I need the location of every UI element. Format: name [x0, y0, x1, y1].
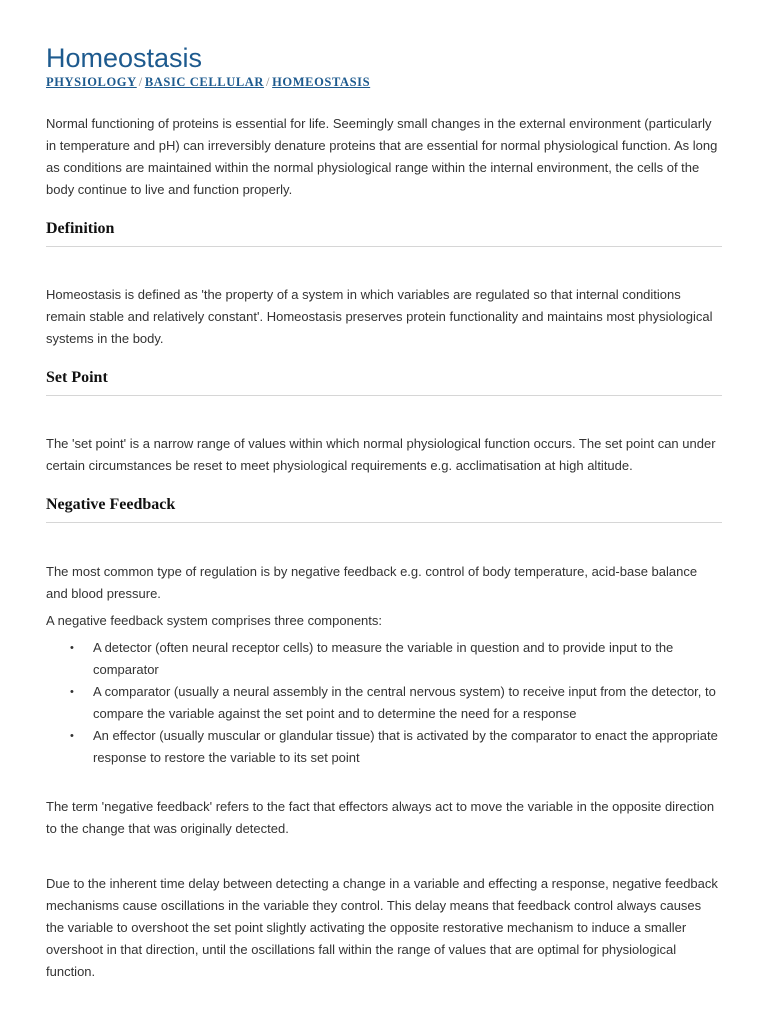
definition-paragraph: Homeostasis is defined as 'the property of a system in which variables are regulated so that internal conditions remain stable and relatively constant'. Homeostasis preserves protein functionality and maintains most physiological systems in the body.	[46, 287, 713, 346]
breadcrumb-link-basic-cellular[interactable]: BASIC CELLULAR	[144, 75, 265, 89]
list-item	[70, 637, 722, 681]
breadcrumb-separator: /	[266, 75, 271, 89]
list-item	[70, 725, 722, 769]
page-title: Homeostasis	[46, 43, 203, 73]
breadcrumb	[46, 74, 370, 90]
negative-feedback-paragraph-3: The term 'negative feedback' refers to the fact that effectors always act to move the variable in the opposite direction to the change that was originally detected.	[46, 799, 715, 836]
bullet-icon: •	[70, 686, 74, 698]
set-point-paragraph: The 'set point' is a narrow range of values within which normal physiological function occurs. The set point can under certain circumstances be reset to meet physiological requirements e.g. acclimatisation at high altitude.	[46, 436, 716, 473]
section-heading-negative-feedback: Negative Feedback	[46, 494, 722, 523]
section-heading-set-point: Set Point	[46, 367, 722, 396]
list-item-text: A detector (often neural receptor cells) to measure the variable in question and to provide input to the comparator	[93, 640, 674, 677]
list-item-text: An effector (usually muscular or glandular tissue) that is activated by the comparator to enact the appropriate response to restore the variable to its set point	[93, 728, 718, 765]
breadcrumb-separator: /	[138, 75, 143, 89]
breadcrumb-link-physiology[interactable]: PHYSIOLOGY	[46, 75, 137, 89]
negative-feedback-paragraph-1: The most common type of regulation is by negative feedback e.g. control of body temperature, acid-base balance and blood pressure.	[46, 564, 698, 601]
breadcrumb-link-homeostasis[interactable]: HOMEOSTASIS	[272, 75, 371, 89]
bullet-icon: •	[70, 730, 74, 742]
bullet-icon: •	[70, 642, 74, 654]
negative-feedback-paragraph-2: A negative feedback system comprises three components:	[46, 613, 383, 628]
list-item-text: A comparator (usually a neural assembly in the central nervous system) to receive input from the detector, to compare the variable against the set point and to determine the need for a response	[93, 684, 716, 721]
section-heading-definition: Definition	[46, 218, 722, 247]
list-item	[70, 681, 722, 725]
negative-feedback-paragraph-4: Due to the inherent time delay between detecting a change in a variable and effecting a response, negative feedback mechanisms cause oscillations in the variable they control. This delay means that feedback control always causes the variable to overshoot the set point slightly activating the opposite restorative mechanism to induce a smaller overshoot in that direction, until the oscillations fall within the range of values that are optimal for physiological function.	[46, 876, 718, 979]
intro-paragraph: Normal functioning of proteins is essential for life. Seemingly small changes in the external environment (particularly in temperature and pH) can irreversibly denature proteins that are essential for normal physiological function. As long as conditions are maintained within the normal physiological range within the internal environment, the cells of the body continue to live and function properly.	[46, 116, 718, 197]
components-list	[46, 637, 722, 769]
